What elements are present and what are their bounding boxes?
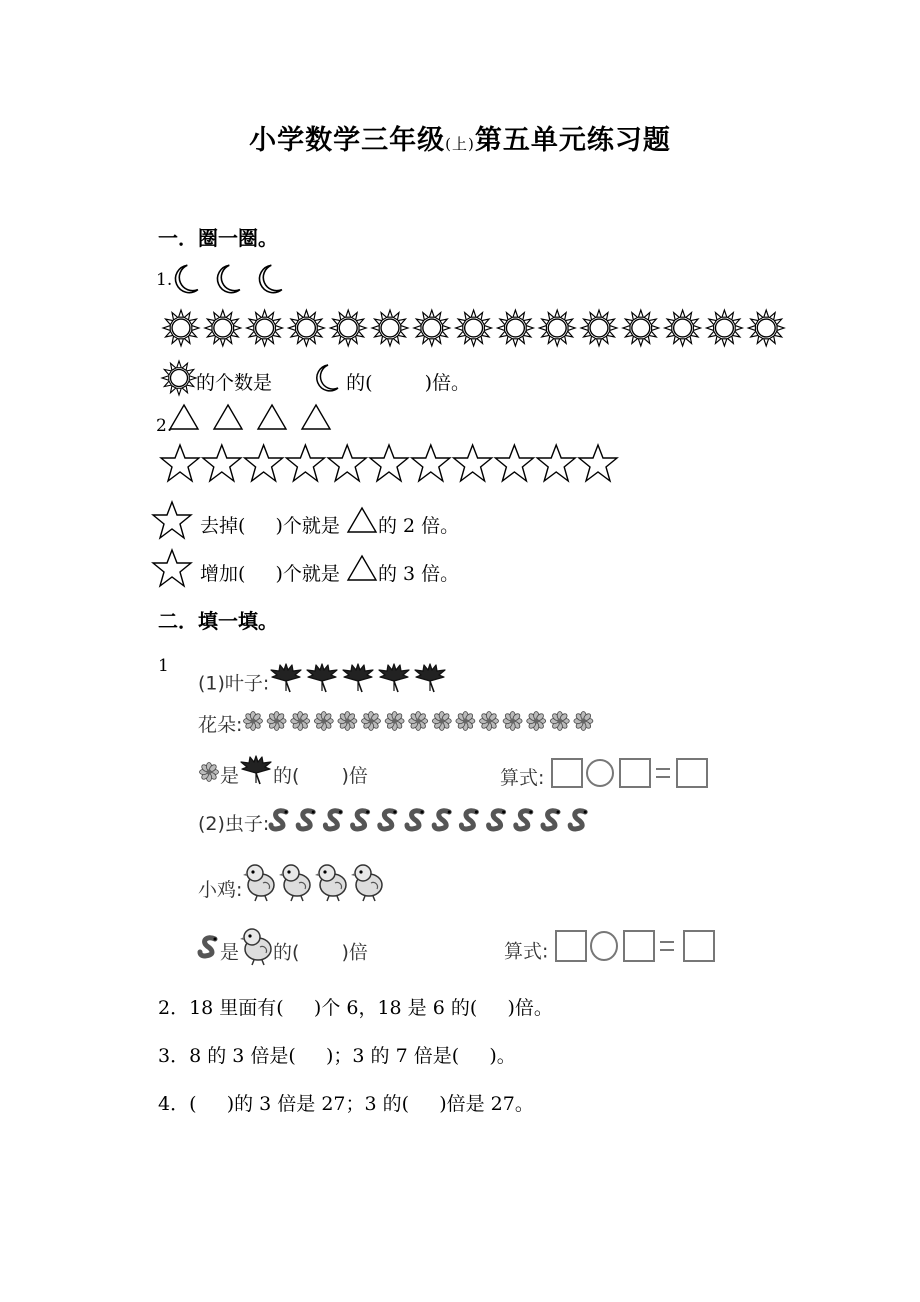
worm-icon [299,811,316,830]
sun-icon [456,310,492,346]
part1-formula [500,756,720,790]
chick-icon [315,865,346,901]
worm-row [269,808,590,841]
chick-icon [279,865,310,901]
title-part-b: 第五单元练习题 [474,125,671,156]
title-grade-term: (上) [445,135,475,153]
q1-question [162,360,470,396]
worm-icon [198,931,220,975]
flower-icon [362,712,381,731]
chick-icon [351,865,382,901]
sun-row [162,308,785,352]
q2-number: 2. [156,416,173,436]
flower-icon [480,712,499,731]
sun-icon [247,310,283,346]
chicks-line [198,860,384,910]
part2-question [198,924,368,968]
flower-icon [268,712,287,731]
part1-q-b: 的( [273,765,300,787]
worm-icon [326,811,343,830]
moon-icon-group [164,262,284,296]
flower-icon [574,712,593,731]
formula-boxes[interactable] [550,756,720,801]
page-title [0,118,920,157]
flower-icon [504,712,523,731]
s2-q2: 2．18 里面有( )个 6，18 是 6 的( )倍。 [158,997,553,1019]
sun-icon [581,310,617,346]
sun-icon [330,310,366,346]
flower-icon [315,712,334,731]
q1-text-a: 的个数是 [196,372,273,394]
flower-row [242,710,594,741]
leaf-icon [379,664,409,692]
part2-q-a: 是 [220,941,240,964]
worm-icon [407,811,424,830]
star-icon [537,445,575,481]
part2-q-c: )倍 [341,941,368,964]
star-icon [203,445,241,481]
sun-icon [205,310,241,346]
part2-formula-label: 算式: [504,940,549,963]
triangle-icon [170,405,198,429]
section2-heading: 二．填一填。 [158,609,278,633]
leaves-label: (1)叶子: [198,672,270,695]
moon-icon [259,265,281,292]
flower-icon [338,712,357,731]
chicks-label: 小鸡: [198,879,243,901]
leaf-icon [271,664,301,692]
sun-icon [498,310,534,346]
worm-icon [271,811,288,830]
star-icon [150,548,194,602]
triangle-icon [346,505,378,549]
sun-icon [539,310,575,346]
star-icon [150,500,194,554]
worm-icon [353,811,370,830]
sun-icon [372,310,408,346]
triangle-icon [302,405,330,429]
moon-icon [217,265,239,292]
leaf-icon [415,664,445,692]
s2-q3: 3．8 的 3 倍是( )；3 的 7 倍是( )。 [158,1045,516,1067]
sun-icon [162,360,196,408]
worm-icon-group [269,808,590,832]
flower-icon [291,712,310,731]
flower-icon [409,712,428,731]
triangle-icon [258,405,286,429]
star-icon-group [158,442,620,484]
s2-q4: 4．( )的 3 倍是 27；3 的( )倍是 27。 [158,1093,534,1115]
sun-icon [414,310,450,346]
sun-icon [289,310,325,346]
q2-line2 [150,548,459,588]
chick-icon [239,924,273,982]
flower-icon [551,712,570,731]
moon-icon [306,362,340,406]
q1-text-c: )倍。 [424,372,470,394]
triangle-icon [214,405,242,429]
leaf-icon-group [269,664,447,694]
section1-heading: 一．圈一圈。 [158,226,278,250]
star-icon [579,445,617,481]
flower-icon [456,712,475,731]
sun-icon-group [162,308,785,348]
flowers-line [198,710,595,740]
star-icon [495,445,533,481]
q2-line2-a: 增加( [200,563,246,585]
worm-icon [380,811,397,830]
worms-label: (2)虫子: [198,813,270,835]
flower-icon [244,712,263,731]
chick-icon [243,865,274,901]
flower-icon [527,712,546,731]
worms-line [198,808,591,838]
part2-formula [504,928,726,964]
flower-icon-group [242,710,594,732]
sun-icon [707,310,743,346]
q2-line1 [150,500,459,540]
leaf-icon [239,756,273,797]
star-icon [161,445,199,481]
star-row [158,442,620,488]
star-icon [454,445,492,481]
moon-icon [175,265,197,292]
worm-icon [489,811,506,830]
leaf-icon [343,664,373,692]
formula-boxes[interactable] [554,928,726,976]
triangle-icon [346,553,378,597]
worm-icon [543,811,560,830]
q2-line2-c: 的 3 倍。 [377,563,460,585]
leaf-row [269,664,447,704]
chick-row [242,860,384,921]
flower-icon [198,760,220,794]
triangle-icon-group [168,402,332,432]
worm-icon [462,811,479,830]
flower-icon [433,712,452,731]
part1-formula-label: 算式: [500,767,545,789]
star-icon [328,445,366,481]
q2-line1-b: )个就是 [275,515,340,537]
leaf-icon [307,664,337,692]
worm-icon [516,811,533,830]
part1-q-a: 是 [220,765,240,787]
leaves-line [198,664,447,696]
worm-icon [435,811,452,830]
flower-icon [386,712,405,731]
moon-row [164,262,284,300]
q1-text-b: 的( [346,372,373,394]
q2-line1-a: 去掉( [200,515,246,537]
chick-icon-group [242,860,384,902]
sun-icon [748,310,784,346]
star-icon [370,445,408,481]
sun-icon [665,310,701,346]
q1-number: 1. [156,270,173,290]
triangle-row [168,402,332,436]
part2-q-b: 的( [273,941,300,964]
sun-icon [163,310,199,346]
q2-line2-b: )个就是 [275,563,340,585]
sun-icon [623,310,659,346]
star-icon [245,445,283,481]
title-part-a: 小学数学三年级 [249,125,446,156]
flowers-label: 花朵: [198,714,243,736]
s2-q1-number: 1 [158,656,169,676]
star-icon [286,445,324,481]
star-icon [412,445,450,481]
worm-icon [571,811,588,830]
part1-question [198,756,368,790]
q2-line1-c: 的 2 倍。 [377,515,460,537]
part1-q-c: )倍 [341,765,368,787]
